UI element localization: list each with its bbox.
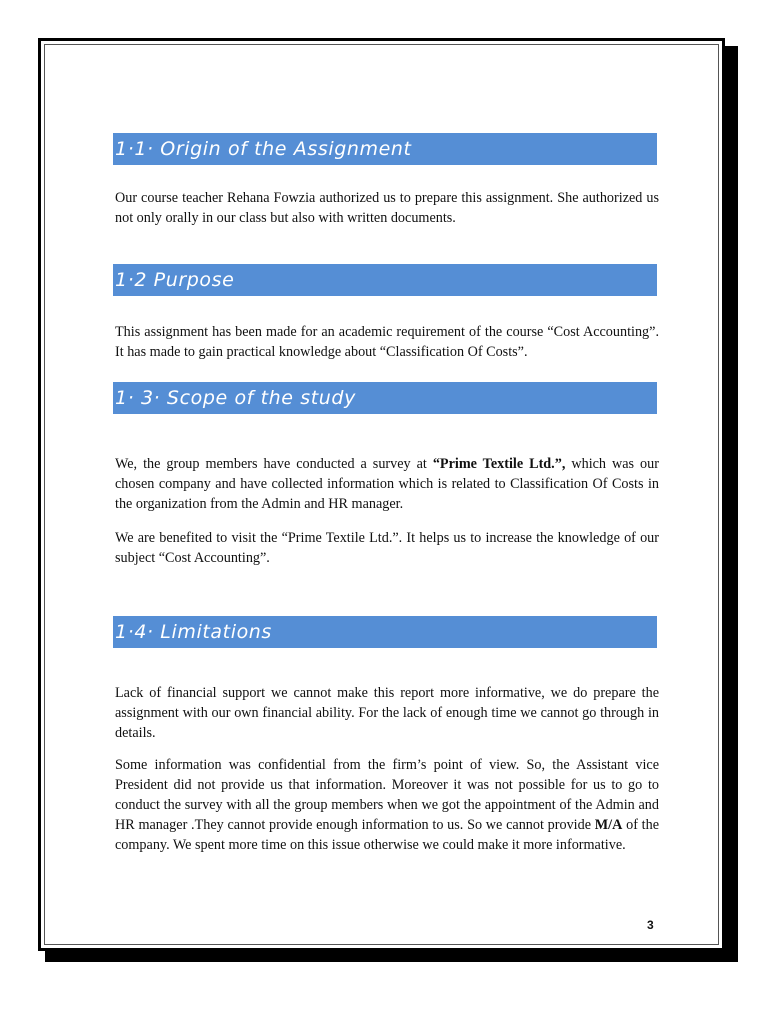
company-name: “Prime Textile Ltd.”,: [432, 456, 566, 472]
paragraph-origin: Our course teacher Rehana Fowzia authorized us to prepare this assignment. She authorized us not only orally in our class but also with written documents.: [115, 190, 659, 226]
paragraph-scope-survey: [115, 454, 659, 514]
paragraph-text: of the company. We spent more time on this issue otherwise we could make it more informative.: [115, 817, 660, 853]
paragraph-limitations-confidential: [115, 755, 659, 855]
heading-purpose: 1·2 Purpose: [113, 264, 657, 296]
heading-origin-of-assignment: 1·1· Origin of the Assignment: [113, 133, 657, 165]
paragraph-text: We, the group members have conducted a survey at: [115, 456, 433, 472]
page-number: 3: [647, 918, 654, 932]
paragraph-limitations-financial: Lack of financial support we cannot make this report more informative, we do prepare the assignment with our own financial ability. For the lack of enough time we cannot go through in details.: [115, 685, 659, 741]
paragraph-text: which was our chosen company and have collected information which is related to Classification Of Costs in the organization from the Admin and HR manager.: [115, 456, 659, 512]
paragraph-text: Some information was confidential from the firm’s point of view. So, the Assistant vice President did not provide us that information. Moreover it was not possible for us to go to conduct the survey with all the group members when we got the appointment of the Admin and HR manager .They cannot provide enough information to us. So we cannot provide: [115, 757, 659, 833]
heading-scope-of-study: 1· 3· Scope of the study: [113, 382, 657, 414]
heading-limitations: 1·4· Limitations: [113, 616, 657, 648]
paragraph-scope-benefit: We are benefited to visit the “Prime Textile Ltd.”. It helps us to increase the knowledge of our subject “Cost Accounting”.: [115, 530, 659, 566]
document-page: [38, 38, 725, 951]
bold-term: M/A: [594, 817, 623, 833]
paragraph-purpose: This assignment has been made for an academic requirement of the course “Cost Accounting”. It has made to gain practical knowledge about “Classification Of Costs”.: [115, 324, 659, 360]
